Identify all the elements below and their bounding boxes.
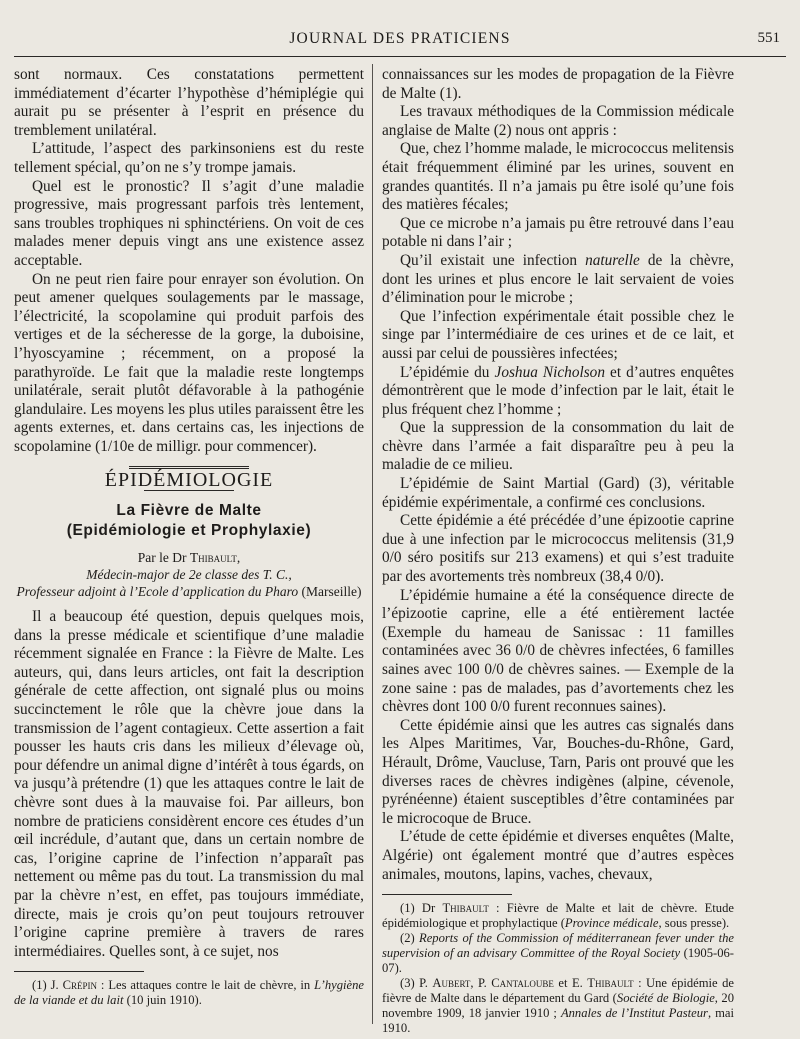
- footnote-text: (1905-06-07).: [382, 946, 735, 976]
- footnote-text: : Une épidémie de fièvre de Malte dans le département du Gard (: [382, 976, 734, 1006]
- footnote-author: Thibault: [587, 976, 634, 991]
- byline-prefix: Par le Dr: [137, 550, 190, 566]
- footnote-rule: [14, 971, 144, 972]
- footnote-text: , mai 1910.: [382, 1006, 734, 1036]
- paragraph: L’épidémie de Saint Martial (Gard) (3), véritable épidémie expérimentale, a confirmé ces conclusions.: [382, 475, 734, 511]
- text-run: de la chèvre, dont les urines et plus encore le lait servaient de voies d’élimination pour le microbe ;: [382, 251, 734, 307]
- footnote-text: : Les attaques contre le lait de chèvre, in: [96, 978, 315, 993]
- footnote-journal: Société de Biologie: [616, 991, 715, 1006]
- text-run: Qu’il existait une infection: [400, 251, 586, 269]
- paragraph: Cette épidémie a été précédée d’une épizootie caprine due à une infection par le micrococcus melitensis (31,9 0/0 séro positifs sur 213 examens) et qui s’est traduite par des avortements très nombreux (38,4 0/0).: [382, 512, 734, 586]
- footnote-text: et E.: [553, 976, 588, 991]
- paragraph: L’attitude, l’aspect des parkinsoniens est du reste tellement spécial, qu’on ne s’y trompe jamais.: [14, 140, 364, 176]
- paragraph: [382, 252, 734, 308]
- paragraph: Cette épidémie ainsi que les autres cas signalés dans les Alpes Maritimes, Var, Bouches-du-Rhône, Gard, Hérault, Drôme, Vaucluse, Tarn, Paris ont prouvé que les diverses races de chèvres indigènes (alpine, cévenole, pyrénéenne) étaient susceptibles d’être contaminées par le microcoque de Bruce.: [382, 716, 734, 827]
- footnote-journal: L’hygiène de la viande et du lait: [14, 978, 365, 1008]
- footnote-author: Crépin: [62, 978, 97, 993]
- footnote-journal: Reports of the Commission of méditerranean fever under the supervision of an advisary Committee of the Royal Society: [382, 931, 734, 961]
- ship-name: Joshua Nicholson: [494, 363, 605, 381]
- paragraph: Que ce microbe n’a jamais pu être retrouvé dans l’eau potable ni dans l’air ;: [382, 214, 734, 251]
- footnote-author: Thibault: [442, 901, 489, 916]
- footnote-rule: [382, 894, 512, 895]
- footnote: [382, 931, 734, 976]
- affiliation: [14, 583, 364, 600]
- paragraph: On ne peut rien faire pour enrayer son évolution. On peut amener quelques soulagements par le massage, l’électricité, la scopolamine qui produit parfois des vertiges et de la sécheresse de la gorge, la duboisine, l’hyoscyamine ; récemment, on a proposé la parathyroïde. Le fait que la maladie reste longtemps unilatérale, serait plutôt défavorable à la pathogénie glandulaire. Les moyens les plus utiles paraissent être les agents externes, et. dans certains cas, les injections de scopolamine (1/10e de milligr. pour commencer).: [14, 270, 364, 455]
- paragraph: [382, 364, 734, 420]
- footnote-marker: (2): [400, 931, 419, 946]
- footnote: [14, 978, 364, 1008]
- footnote-date: (10 juin 1910).: [123, 993, 202, 1008]
- paragraph: Il a beaucoup été question, depuis quelques mois, dans la presse médicale et scientifique d’une maladie récemment signalée en France : la Fièvre de Malte. Les auteurs, qui, dans leurs articles, ont fait la description générale de cette affection, ont signalé plus ou moins succinctement le rôle que la chèvre joue dans la transmission de l’agent contagieux. Cette assertion a fait pousser les hauts cris dans les milieux d’élevage où, pour défendre un animal digne d’intérêt à tous égards, on va jusqu’à prétendre (1) que les attaques contre le lait de chèvre sont dues à la mauvaise foi. Par ailleurs, bon nombre de praticiens considèrent encore ces études d’un œil incrédule, d’autant que, dans un certain nombre de cas, l’origine caprine de l’infection n’apparaît pas nettement ou même pas du tout. La transmission du mal par la chèvre n’est, en effet, pas toujours immédiate, directe, mais je crois qu’on peut toujours retrouver l’origine caprine première à travers de rares intermédiaires. Quelles sont, à ce sujet, nos: [14, 608, 365, 960]
- column-divider: [372, 64, 373, 1024]
- footnote-text: : Fièvre de Malte et lait de chèvre. Etude épidémiologique et prophylactique (: [382, 901, 734, 931]
- spacer: [14, 600, 364, 608]
- article-title-line: La Fièvre de Malte: [116, 502, 262, 520]
- right-column: [382, 66, 734, 1036]
- footnote-author: Cantaloube: [491, 976, 554, 991]
- byline: [14, 549, 364, 566]
- text-run: et d’autres enquêtes démontrèrent que le mode d’infection par le lait, était le plus fréquent chez l’homme ;: [382, 363, 735, 418]
- header-rule: [14, 56, 786, 57]
- paragraph: Les travaux méthodiques de la Commission médicale anglaise de Malte (2) nous ont appris :: [382, 103, 734, 139]
- footnote: [382, 901, 734, 931]
- page-number: 551: [757, 30, 780, 46]
- paragraph: Que l’infection expérimentale était possible chez le singe par l’intermédiaire de ces urines et de ce lait, et aussi par celui de poussières infectées;: [382, 307, 734, 362]
- footnote-marker: (1) J.: [32, 978, 63, 993]
- left-column: [14, 66, 364, 1008]
- affiliation: Médecin-major de 2e classe des T. C.,: [86, 567, 292, 583]
- footnote-marker: (1) Dr: [400, 901, 443, 916]
- footnote-author: Aubert: [432, 976, 471, 991]
- section-title: ÉPIDÉMIOLOGIE: [104, 469, 274, 492]
- affiliation-school: Professeur adjoint à l’Ecole d’application du Pharo: [16, 584, 299, 600]
- footnote-journal: Province médicale: [564, 916, 659, 931]
- text-run: L’épidémie du: [400, 363, 495, 381]
- footnote-journal: Annales de l’Institut Pasteur: [560, 1006, 708, 1021]
- journal-title: JOURNAL DES PRATICIENS: [289, 30, 511, 47]
- paragraph: L’épidémie humaine a été la conséquence directe de l’épizootie caprine, elle a été entièrement lactée (Exemple du hameau de Sanissac : 11 familles contaminées avec 36 0/0 de chèvres infectées, 6 familles saines avec 100 0/0 de chèvres saines. — Exemple de la zone saine : pas de malades, pas d’avortements chez les chèvres dont 100 0/0 furent reconnues saines).: [382, 586, 734, 716]
- footnote-text: , sous presse).: [658, 916, 730, 931]
- paragraph: L’étude de cette épidémie et diverses enquêtes (Malte, Algérie) ont également montré que d’autres espèces animales, moutons, lapins, vaches, chevaux,: [382, 828, 734, 883]
- footnote-text: , 20 novembre 1909, 18 janvier 1910 ;: [382, 991, 735, 1021]
- running-head: [14, 30, 786, 52]
- paragraph: Que la suppression de la consommation du lait de chèvre dans l’armée a fait disparaître peu à peu la maladie de ce milieu.: [382, 419, 734, 474]
- author-name: Thibault,: [189, 550, 241, 566]
- emphasis: naturelle: [585, 251, 640, 269]
- affiliation-place: (Marseille): [298, 584, 362, 600]
- paragraph: connaissances sur les modes de propagation de la Fièvre de Malte (1).: [382, 66, 734, 102]
- article-title: [14, 501, 364, 541]
- footnote-marker: (3) P.: [400, 976, 433, 991]
- paragraph: sont normaux. Ces constatations permettent immédiatement d’écarter l’hypothèse d’hémiplégie qui aurait pu se présenter à l’esprit en présence du tremblement unilatéral.: [14, 66, 364, 139]
- footnote: [382, 976, 734, 1036]
- paragraph: Que, chez l’homme malade, le micrococcus melitensis était fréquemment éliminé par les urines, souvent en grandes quantités. Il n’a jamais pu être isolé qu’une fois des matières fécales;: [382, 140, 734, 214]
- footnote-text: , P.: [470, 976, 492, 991]
- article-subtitle: (Epidémiologie et Prophylaxie): [66, 522, 312, 540]
- paragraph: Quel est le pronostic? Il s’agit d’une maladie progressive, mais progressant parfois très lentement, sans troubles trophiques ni sphinctériens. On voit de ces malades mener depuis vingt ans une existence assez acceptable.: [14, 177, 364, 269]
